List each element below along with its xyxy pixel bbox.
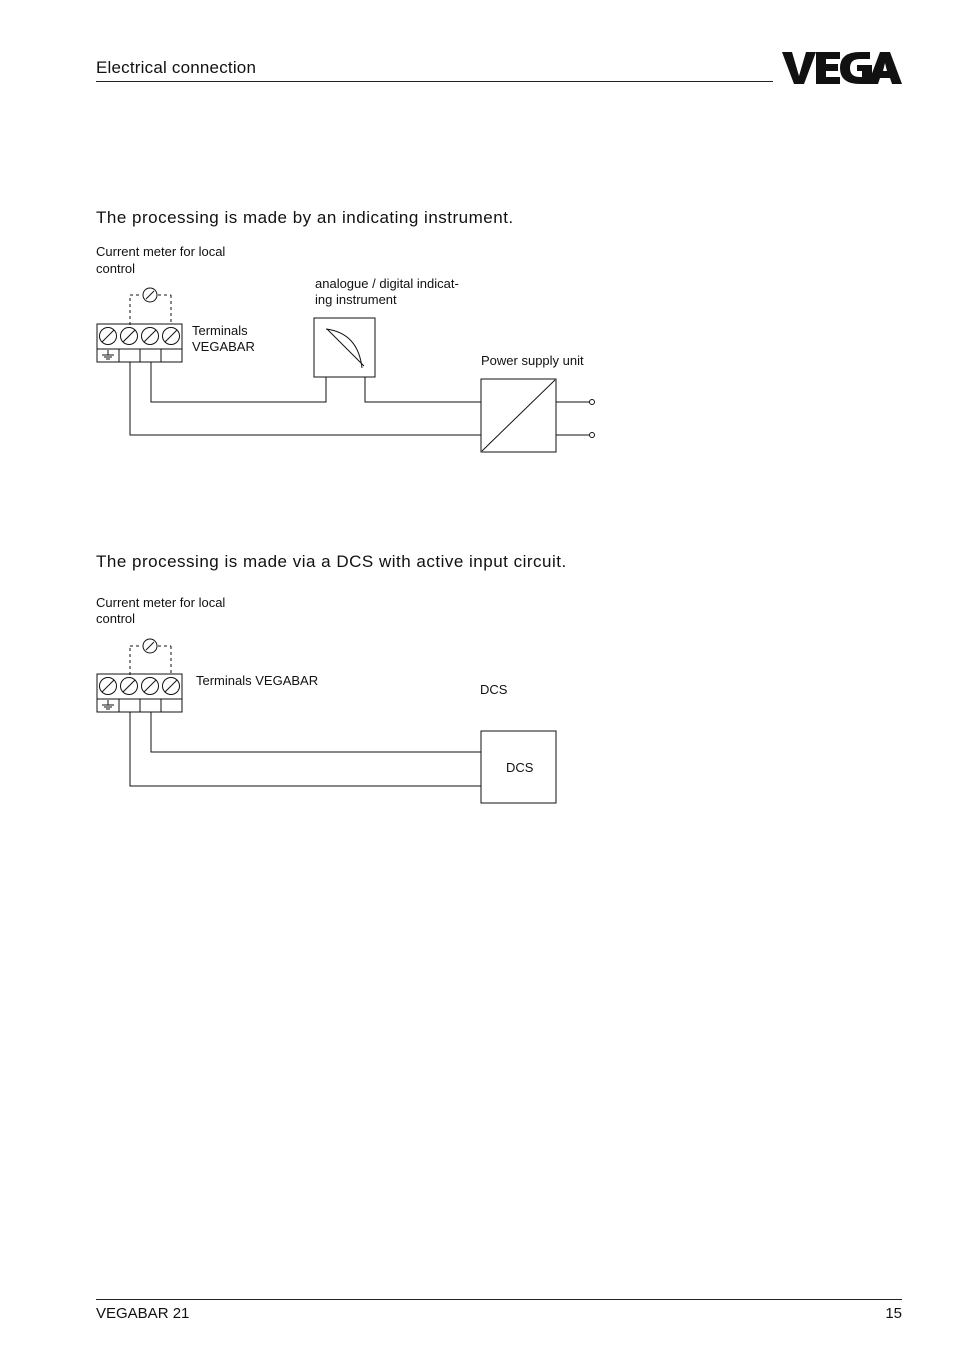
- section1-wiring-diagram: [0, 0, 954, 480]
- section2-heading: The processing is made via a DCS with active input circuit.: [96, 552, 567, 571]
- section1-instrument-label-line2: ing instrument: [315, 292, 397, 307]
- footer-rule: [96, 1299, 902, 1300]
- section2-meter-label-line1: Current meter for local: [96, 595, 226, 610]
- section1-power-terminal-2: [590, 433, 595, 438]
- section1-power-supply-icon: [481, 379, 556, 452]
- footer-product-name: VEGABAR 21: [96, 1305, 190, 1322]
- section2-meter-label-line2: control: [96, 611, 136, 626]
- section1-indicating-instrument-icon: [314, 318, 375, 377]
- section1-power-terminal-1: [590, 400, 595, 405]
- section2-return-wire: [130, 712, 481, 786]
- section2-dcs-box-text: DCS: [506, 760, 534, 775]
- section2-meter-connection: [130, 646, 171, 675]
- section2-terminals-label: Terminals VEGABAR: [196, 673, 319, 688]
- section1-current-meter-icon: [143, 288, 157, 302]
- section1-terminals-label-line2: VEGABAR: [192, 339, 255, 354]
- section2-current-meter-icon: [143, 639, 157, 653]
- section1-terminals-label-line1: Terminals: [192, 323, 248, 338]
- section1-wire-to-power: [365, 377, 481, 402]
- section2-dcs-box: [481, 731, 556, 803]
- section2-wire-to-dcs: [151, 712, 481, 752]
- ground-icon: [102, 700, 114, 709]
- section1-instrument-label-line1: analogue / digital indicat-: [315, 276, 459, 291]
- section1-meter-label-line2: control: [96, 261, 136, 276]
- footer-page-number: 15: [885, 1305, 902, 1322]
- section1-wire-to-instrument: [151, 362, 326, 402]
- section1-heading: The processing is made by an indicating instrument.: [96, 208, 514, 227]
- section1-meter-label-line1: Current meter for local: [96, 244, 226, 259]
- section2-terminal-screws: [100, 678, 180, 695]
- ground-icon: [102, 350, 114, 359]
- section1-terminal-screws: [100, 328, 180, 345]
- section2-dcs-label: DCS: [480, 682, 508, 697]
- section2-wiring-diagram: [0, 600, 954, 820]
- section1-return-wire: [130, 362, 481, 435]
- section1-power-label: Power supply unit: [481, 353, 584, 368]
- section1-meter-connection: [130, 295, 171, 325]
- page-header-title: Electrical connection: [96, 58, 257, 77]
